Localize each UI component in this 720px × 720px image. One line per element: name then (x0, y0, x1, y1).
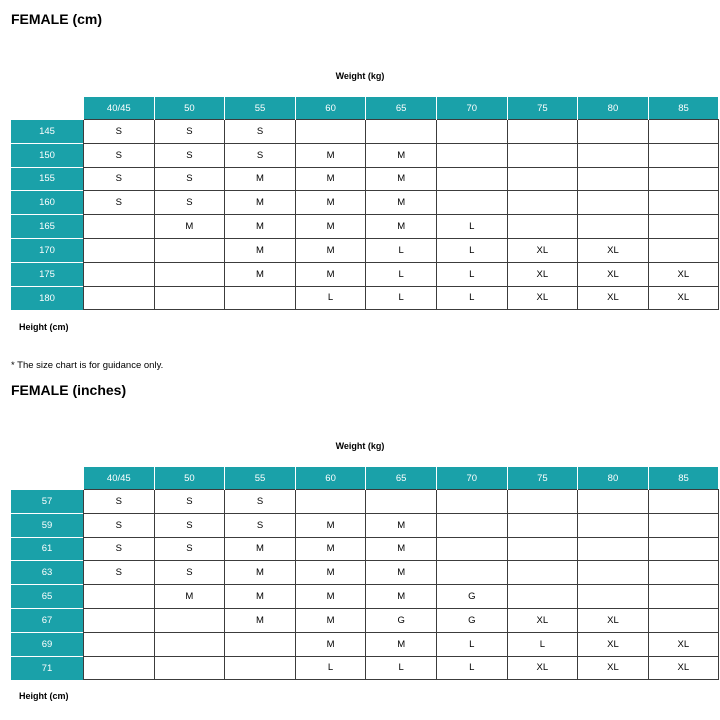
size-cell: L (436, 262, 507, 286)
size-cell (648, 167, 718, 191)
size-cell: M (366, 632, 437, 656)
size-cell: L (295, 286, 366, 310)
height-header-cell: 150 (11, 143, 84, 167)
size-cell: XL (507, 608, 578, 632)
size-cell (436, 561, 507, 585)
size-cell: S (84, 167, 155, 191)
table-row (11, 490, 718, 514)
size-cell: L (366, 238, 437, 262)
size-cell: S (84, 143, 155, 167)
size-table-inches (11, 467, 719, 680)
size-cell (578, 191, 649, 215)
weight-header-cell: 50 (154, 467, 225, 490)
size-cell: XL (578, 286, 649, 310)
table-row (11, 143, 718, 167)
size-cell: S (84, 191, 155, 215)
size-cell: M (366, 561, 437, 585)
size-cell: M (225, 585, 296, 609)
size-cell: M (295, 143, 366, 167)
table-corner (11, 97, 84, 120)
size-cell (648, 537, 718, 561)
size-cell: M (225, 262, 296, 286)
table-row (11, 656, 718, 680)
size-cell: M (295, 561, 366, 585)
size-cell: S (84, 537, 155, 561)
weight-header-cell: 70 (436, 467, 507, 490)
size-cell (84, 238, 155, 262)
size-cell: S (154, 167, 225, 191)
size-cell (225, 286, 296, 310)
size-cell: L (366, 286, 437, 310)
size-cell (578, 561, 649, 585)
size-cell (154, 632, 225, 656)
weight-axis-label-inches: Weight (kg) (335, 441, 385, 451)
size-cell: M (154, 585, 225, 609)
height-header-cell: 67 (11, 608, 84, 632)
size-cell: M (295, 632, 366, 656)
size-cell: M (295, 585, 366, 609)
size-cell (507, 561, 578, 585)
size-cell (578, 537, 649, 561)
size-cell (507, 490, 578, 514)
size-cell (295, 490, 366, 514)
size-cell: S (84, 120, 155, 144)
height-header-cell: 59 (11, 513, 84, 537)
size-cell (578, 120, 649, 144)
size-cell (507, 167, 578, 191)
size-cell (154, 608, 225, 632)
chart-title-inches: FEMALE (inches) (11, 382, 127, 398)
table-row (11, 513, 718, 537)
size-cell: XL (648, 262, 718, 286)
size-cell: XL (507, 262, 578, 286)
size-cell (648, 585, 718, 609)
height-header-cell: 155 (11, 167, 84, 191)
size-cell (436, 490, 507, 514)
weight-header-cell: 50 (154, 97, 225, 120)
height-header-cell: 63 (11, 561, 84, 585)
size-cell (648, 608, 718, 632)
weight-axis-label-cm: Weight (kg) (335, 71, 385, 81)
weight-header-cell: 40/45 (84, 467, 155, 490)
table-row (11, 561, 718, 585)
size-cell (84, 286, 155, 310)
size-cell: M (366, 585, 437, 609)
size-cell (436, 143, 507, 167)
size-cell: XL (648, 656, 718, 680)
size-cell: L (436, 656, 507, 680)
weight-header-cell: 75 (507, 97, 578, 120)
size-cell: S (154, 143, 225, 167)
size-cell (366, 490, 437, 514)
size-cell (578, 167, 649, 191)
size-cell: M (225, 191, 296, 215)
size-cell: S (154, 513, 225, 537)
size-cell (295, 120, 366, 144)
size-cell: XL (578, 632, 649, 656)
size-cell: M (366, 215, 437, 239)
size-cell (507, 143, 578, 167)
size-cell: S (154, 120, 225, 144)
size-cell (436, 537, 507, 561)
height-header-cell: 61 (11, 537, 84, 561)
size-cell (648, 120, 718, 144)
height-header-cell: 175 (11, 262, 84, 286)
size-cell: M (225, 561, 296, 585)
size-cell: M (295, 215, 366, 239)
size-cell (436, 191, 507, 215)
size-cell (154, 262, 225, 286)
weight-header-cell: 75 (507, 467, 578, 490)
size-cell: M (295, 167, 366, 191)
table-row (11, 238, 718, 262)
size-cell (154, 238, 225, 262)
size-cell: M (366, 143, 437, 167)
height-axis-label-cm: Height (cm) (19, 322, 69, 332)
size-cell (154, 656, 225, 680)
size-cell: G (436, 585, 507, 609)
size-cell (225, 656, 296, 680)
size-cell: XL (578, 656, 649, 680)
height-header-cell: 57 (11, 490, 84, 514)
size-cell: S (154, 561, 225, 585)
table-row (11, 215, 718, 239)
size-table-cm (11, 97, 719, 310)
size-cell: L (295, 656, 366, 680)
size-cell (648, 143, 718, 167)
size-cell (84, 262, 155, 286)
table-row (11, 585, 718, 609)
size-cell (507, 215, 578, 239)
height-header-cell: 160 (11, 191, 84, 215)
size-cell: M (295, 238, 366, 262)
size-cell: M (295, 262, 366, 286)
size-cell (366, 120, 437, 144)
size-cell (578, 585, 649, 609)
size-cell: S (154, 537, 225, 561)
table-row (11, 632, 718, 656)
size-cell (578, 490, 649, 514)
size-cell: S (225, 490, 296, 514)
height-header-cell: 145 (11, 120, 84, 144)
size-cell: XL (578, 608, 649, 632)
size-cell: S (154, 191, 225, 215)
table-corner (11, 467, 84, 490)
weight-header-cell: 70 (436, 97, 507, 120)
size-cell: L (436, 215, 507, 239)
size-cell: S (84, 513, 155, 537)
size-cell: S (225, 143, 296, 167)
size-cell: XL (578, 262, 649, 286)
size-cell: S (225, 120, 296, 144)
size-cell (436, 120, 507, 144)
size-cell: L (366, 656, 437, 680)
weight-header-row (11, 467, 718, 490)
table-row (11, 608, 718, 632)
weight-header-cell: 65 (366, 97, 437, 120)
size-cell: S (84, 561, 155, 585)
size-cell: M (225, 215, 296, 239)
size-cell (507, 537, 578, 561)
size-cell: M (295, 537, 366, 561)
size-cell (84, 215, 155, 239)
size-cell: M (366, 537, 437, 561)
size-cell: L (366, 262, 437, 286)
table-row (11, 167, 718, 191)
weight-header-cell: 80 (578, 467, 649, 490)
size-cell: XL (648, 632, 718, 656)
size-cell (436, 167, 507, 191)
height-header-cell: 71 (11, 656, 84, 680)
size-cell: L (507, 632, 578, 656)
size-cell: XL (507, 656, 578, 680)
size-cell: M (225, 167, 296, 191)
size-cell (507, 585, 578, 609)
height-header-cell: 170 (11, 238, 84, 262)
size-cell (648, 191, 718, 215)
size-cell: XL (507, 238, 578, 262)
size-cell: M (225, 608, 296, 632)
height-header-cell: 180 (11, 286, 84, 310)
height-header-cell: 69 (11, 632, 84, 656)
weight-header-row (11, 97, 718, 120)
table-row (11, 286, 718, 310)
size-cell: M (295, 513, 366, 537)
size-cell (648, 238, 718, 262)
size-cell (507, 191, 578, 215)
size-cell (648, 561, 718, 585)
weight-header-cell: 85 (648, 467, 718, 490)
weight-header-cell: 55 (225, 97, 296, 120)
size-cell: M (366, 513, 437, 537)
size-cell: L (436, 286, 507, 310)
guidance-note: * The size chart is for guidance only. (11, 360, 164, 371)
size-cell (84, 585, 155, 609)
size-cell: G (436, 608, 507, 632)
size-cell: M (154, 215, 225, 239)
size-cell: S (225, 513, 296, 537)
size-cell (84, 656, 155, 680)
size-cell: S (154, 490, 225, 514)
weight-header-cell: 65 (366, 467, 437, 490)
table-row (11, 262, 718, 286)
size-cell: M (225, 238, 296, 262)
size-cell (648, 513, 718, 537)
size-cell: M (295, 608, 366, 632)
size-cell: XL (648, 286, 718, 310)
size-cell: M (295, 191, 366, 215)
size-cell: M (366, 191, 437, 215)
table-row (11, 191, 718, 215)
chart-title-cm: FEMALE (cm) (11, 11, 102, 27)
size-cell: M (225, 537, 296, 561)
height-header-cell: 65 (11, 585, 84, 609)
weight-header-cell: 80 (578, 97, 649, 120)
size-cell (507, 120, 578, 144)
weight-header-cell: 85 (648, 97, 718, 120)
size-cell: XL (507, 286, 578, 310)
size-cell (507, 513, 578, 537)
size-cell (436, 513, 507, 537)
weight-header-cell: 60 (295, 97, 366, 120)
size-cell (578, 215, 649, 239)
size-cell (578, 513, 649, 537)
size-cell (648, 215, 718, 239)
size-cell (225, 632, 296, 656)
size-cell: G (366, 608, 437, 632)
height-axis-label-inches: Height (cm) (19, 691, 69, 701)
height-header-cell: 165 (11, 215, 84, 239)
size-cell (648, 490, 718, 514)
size-cell: XL (578, 238, 649, 262)
size-cell (578, 143, 649, 167)
size-cell: L (436, 632, 507, 656)
weight-header-cell: 40/45 (84, 97, 155, 120)
weight-header-cell: 60 (295, 467, 366, 490)
size-cell: L (436, 238, 507, 262)
size-cell: M (366, 167, 437, 191)
weight-header-cell: 55 (225, 467, 296, 490)
table-row (11, 120, 718, 144)
size-cell (84, 608, 155, 632)
size-cell (84, 632, 155, 656)
table-row (11, 537, 718, 561)
size-cell (154, 286, 225, 310)
size-cell: S (84, 490, 155, 514)
